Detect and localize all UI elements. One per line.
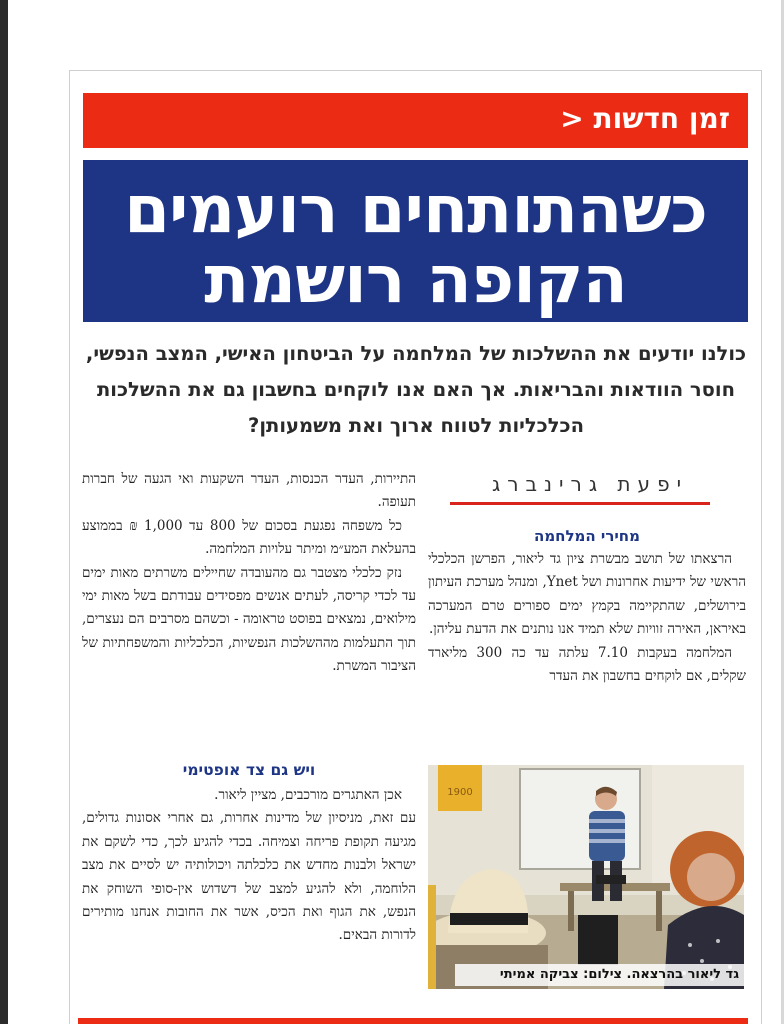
paragraph: המלחמה בעקבות 7.10 עלתה עד כה 300 מליארד שקלים, אם לוקחים בחשבון את העדר <box>428 644 746 685</box>
subhead-war-costs: מחירי המלחמה <box>534 527 640 545</box>
lecture-photo <box>428 765 744 989</box>
paragraph: נזק כלכלי מצטבר גם מהעובדה שחיילים משרתים מאות ימים עד לכדי קריסה, לעתים אנשים מפסידים עבודתם בשל מאות ימי מילואים, נמצאים בפוסט טראומה - וכשהם מסרבים הם נעצרים, תוך התעלמות מההשלכות הנפשיות, הכלכליות והמשפחתיות של הציבור המשרת. <box>82 564 416 675</box>
paragraph: עם זאת, מניסיון של מדינות אחרות, גם אחרי אסונות גדולים, מגיעה תקופת פריחה וצמיחה. בכדי להגיע לכך, כדי לשקם את ישראל ולבנות מחדש את כלכלתה ויכולותיה יש לסיים את מצב הלוחמה, ולא להגיע למצב של דשדוש אין-סופי השוחק את הנפש, את הגוף ואת הכיס, אשר את החובות אנחנו מותירים לדורות הבאים. <box>82 810 416 944</box>
section-kicker[interactable]: זמן חדשות < <box>560 102 730 135</box>
headline-box <box>83 160 748 322</box>
subhead-optimistic: ויש גם צד אופטימי <box>182 761 316 779</box>
paragraph: הרצאתו של תושב מבשרת ציון גד ליאור, הפרשן הכלכלי הראשי של ידיעות אחרונות ושל Ynet, ומנהל מערכת העיתון בירושלים, שהתקיימה בקמץ ימים ספורים טרם המערכה באיראן, האירה זוויות שלא תמיד אנו נותנים את הדעת עליהן. <box>428 551 747 638</box>
headline-line-1: כשהתותחים רועמים <box>124 171 707 248</box>
left-column-bottom <box>82 784 416 948</box>
banner-text: 1900 <box>447 787 473 798</box>
headline-line-2: הקופה רושמת <box>204 241 627 318</box>
bottom-accent-bar <box>78 1018 748 1024</box>
photo-caption: גד ליאור בהרצאה. צילום: צביקה אמיתי <box>455 964 745 986</box>
section-kicker-bar <box>83 93 748 148</box>
paragraph: התיירות, העדר הכנסות, העדר השקעות ואי הגעה של חברות תעופה. <box>82 471 416 511</box>
right-column <box>428 524 746 688</box>
author-byline: יפעת גרינברג <box>491 472 689 496</box>
article-lede: כולנו יודעים את ההשלכות של המלחמה על הביטחון האישי, המצב הנפשי, חוסר הוודאות והבריאות. אך האם אנו לוקחים בחשבון גם את ההשלכות הכלכליות לטווח ארוך ואת משמעותן? <box>85 342 747 437</box>
paragraph: כל משפחה נפגעת בסכום של 800 עד 1,000 ₪ בממוצע בהעלאת המע״מ ומיתר עלויות המלחמה. <box>82 517 416 558</box>
byline-underline <box>450 502 710 505</box>
left-column-top <box>82 468 416 679</box>
lecture-photo-illustration <box>428 765 744 989</box>
page-binding-edge <box>0 0 8 1024</box>
paragraph: אכן האתגרים מורכבים, מציין ליאור. <box>214 787 402 803</box>
